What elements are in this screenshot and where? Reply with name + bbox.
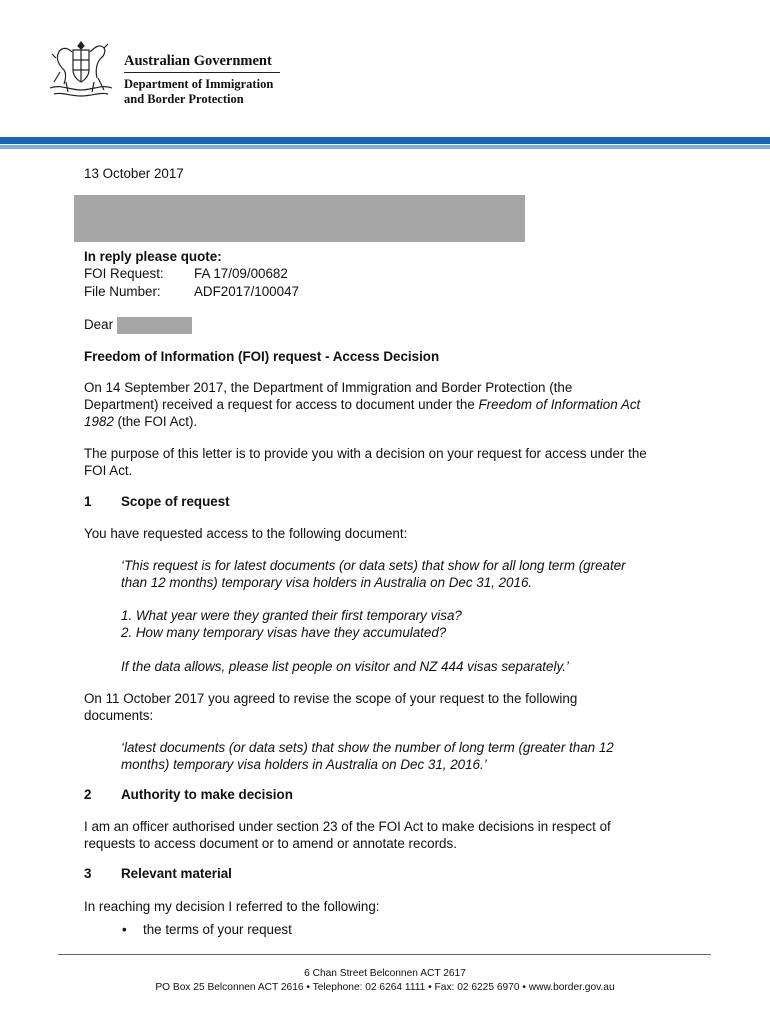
revise-line-1: On 11 October 2017 you agreed to revise the scope of your request to the following xyxy=(84,691,578,706)
quote1-question-1: 1. What year were they granted their first temporary visa? xyxy=(121,608,462,623)
footer-contact: PO Box 25 Belconnen ACT 2616 • Telephone: 02 6264 1111 • Fax: 02 6225 6970 • www.border.gov.au xyxy=(155,982,615,993)
section-2-number: 2 xyxy=(84,787,92,802)
foi-request-value: FA 17/09/00682 xyxy=(194,266,288,281)
quote1-line-1: ‘This request is for latest documents (or data sets) that show for all long term (greater xyxy=(121,558,626,573)
revised-scope-paragraph xyxy=(84,690,694,724)
section-3-title: Relevant material xyxy=(121,866,232,881)
footer-address: 6 Chan Street Belconnen ACT 2617 xyxy=(304,968,466,979)
quote1-line-3: If the data allows, please list people on visitor and NZ 444 visas separately.’ xyxy=(121,659,569,674)
section-2-title: Authority to make decision xyxy=(121,787,293,802)
revised-request-quote xyxy=(121,739,681,773)
foi-request-label: FOI Request: xyxy=(84,266,164,281)
intro-line-2-text: Department) received a request for access to document under the xyxy=(84,397,479,412)
file-number-value: ADF2017/100047 xyxy=(194,284,299,299)
intro-line-3 xyxy=(84,413,694,430)
salutation: Dear xyxy=(84,317,114,332)
header-divider xyxy=(124,72,280,73)
purpose-line-2: FOI Act. xyxy=(84,463,133,478)
original-request-quote xyxy=(121,557,681,591)
letter-subject: Freedom of Information (FOI) request - Access Decision xyxy=(84,349,440,364)
department-name xyxy=(124,77,273,107)
purpose-paragraph xyxy=(84,445,694,479)
intro-paragraph xyxy=(84,379,694,430)
department-line-2: and Border Protection xyxy=(124,92,244,106)
department-line-1: Department of Immigration xyxy=(124,77,274,91)
letter-date: 13 October 2017 xyxy=(84,166,184,181)
quote1-question-2: 2. How many temporary visas have they accumulated? xyxy=(121,625,447,640)
government-name: Australian Government xyxy=(124,53,272,69)
section-1-title: Scope of request xyxy=(121,494,230,509)
quote2-line-1: ‘latest documents (or data sets) that show the number of long term (greater than 12 xyxy=(121,740,614,755)
intro-line-1: On 14 September 2017, the Department of Immigration and Border Protection (the xyxy=(84,380,573,395)
header-band-light xyxy=(0,145,770,149)
reply-quote-heading: In reply please quote: xyxy=(84,249,222,264)
intro-line-3-text: (the FOI Act). xyxy=(113,414,198,429)
bullet-icon: • xyxy=(122,922,127,937)
authority-paragraph xyxy=(84,818,694,852)
header-band-dark xyxy=(0,137,770,144)
redacted-address xyxy=(74,195,525,242)
intro-line-2 xyxy=(84,396,694,413)
purpose-line-1: The purpose of this letter is to provide you with a decision on your request for access under the xyxy=(84,446,647,461)
authority-line-1: I am an officer authorised under section 23 of the FOI Act to make decisions in respect of xyxy=(84,819,611,834)
footer-divider xyxy=(58,954,711,955)
foi-act-title: Freedom of Information Act xyxy=(478,397,641,412)
bullet-item: the terms of your request xyxy=(143,922,292,937)
file-number-label: File Number: xyxy=(84,284,161,299)
coat-of-arms-icon xyxy=(44,38,118,104)
section-1-intro: You have requested access to the following document: xyxy=(84,526,408,541)
section-1-number: 1 xyxy=(84,494,92,509)
section-3-number: 3 xyxy=(84,866,92,881)
quote2-line-2: months) temporary visa holders in Australia on Dec 31, 2016.’ xyxy=(121,757,487,772)
section-3-intro: In reaching my decision I referred to the following: xyxy=(84,899,380,914)
revise-line-2: documents: xyxy=(84,708,154,723)
authority-line-2: requests to access document or to amend or annotate records. xyxy=(84,836,457,851)
original-request-questions xyxy=(121,607,681,641)
redacted-name xyxy=(117,317,192,334)
foi-act-year: 1982 xyxy=(84,414,114,429)
quote1-line-2: than 12 months) temporary visa holders in Australia on Dec 31, 2016. xyxy=(121,575,533,590)
